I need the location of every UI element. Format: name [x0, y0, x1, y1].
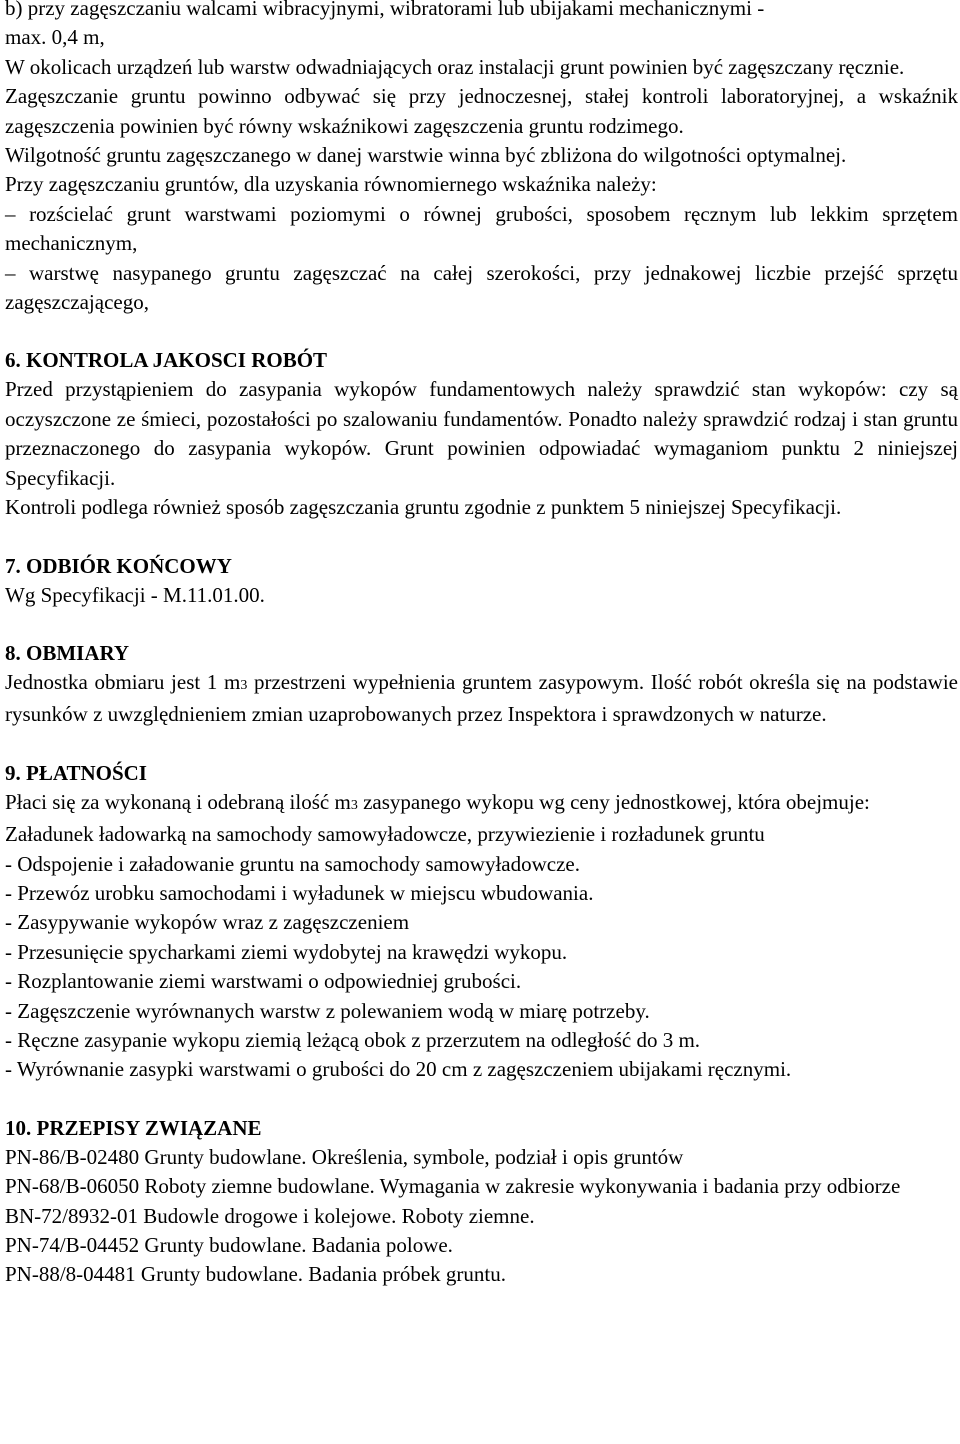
section-9-item: - Ręczne zasypanie wykopu ziemią leżącą obok z przerzutem na odległość do 3 m. [5, 1027, 701, 1052]
section-9-paragraph [5, 788, 958, 820]
section-8-heading: 8. OBMIARY [5, 640, 130, 665]
section-10-item: BN-72/8932-01 Budowle drogowe i kolejowe. Roboty ziemne. [5, 1203, 535, 1228]
intro-paragraph-4: Wilgotność gruntu zagęszczanego w danej warstwie winna być zbliżona do wilgotności optymalnej. [5, 143, 847, 168]
intro-paragraph-5: Przy zagęszczaniu gruntów, dla uzyskania równomiernego wskaźnika należy: [5, 172, 657, 197]
section-8-text-after: przestrzeni wypełnienia gruntem zasypowym. Ilość robót określa się na podstawie rysunków z uwzględnieniem zmian uzaprobowanych przez Inspektora i sprawdzonych w naturze. [5, 669, 958, 727]
section-7-paragraph: Wg Specyfikacji - M.11.01.00. [5, 582, 265, 607]
section-6-paragraph-1: Przed przystąpieniem do zasypania wykopów fundamentowych należy sprawdzić stan wykopów: czy są oczyszczone ze śmieci, pozostałości po szalowaniu fundamentów. Ponadto należy sprawdzić rodzaj i stan gruntu przeznaczonego do zasypania wykopów. Grunt powinien odpowiadać wymaganiom punktu 2 niniejszej Specyfikacji. [5, 377, 958, 490]
section-6-paragraph-2: Kontroli podlega również sposób zagęszczania gruntu zgodnie z punktem 5 niniejszej Specyfikacji. [5, 495, 842, 520]
section-9-item: - Wyrównanie zasypki warstwami o grubości do 20 cm z zagęszczeniem ubijakami ręcznymi. [5, 1057, 792, 1082]
section-10-item: PN-74/B-04452 Grunty budowlane. Badania polowe. [5, 1233, 453, 1257]
section-9-text-after: zasypanego wykopu wg ceny jednostkowej, która obejmuje: [357, 789, 870, 814]
section-10-item: PN-88/8-04481 Grunty budowlane. Badania próbek gruntu. [5, 1262, 506, 1287]
section-9-item: - Odspojenie i załadowanie gruntu na samochody samowyładowcze. [5, 851, 580, 876]
intro-bullet-2: – warstwę nasypanego gruntu zagęszczać na całej szerokości, przy jednakowej liczbie przejść sprzętu zagęszczającego, [5, 260, 958, 315]
intro-bullet-1: – rozścielać grunt warstwami poziomymi o równej grubości, sposobem ręcznym lub lekkim sprzętem mechanicznym, [5, 201, 958, 256]
intro-line-2: max. 0,4 m, [5, 25, 105, 50]
intro-paragraph-3: Zagęszczanie gruntu powinno odbywać się przy jednoczesnej, stałej kontroli laboratoryjnej, a wskaźnik zagęszczenia powinien być równy wskaźnikowi zagęszczenia gruntu rodzimego. [5, 84, 958, 138]
section-9-heading: 9. PŁATNOŚCI [5, 760, 147, 785]
section-9-item: - Przesunięcie spycharkami ziemi wydobytej na krawędzi wykopu. [5, 939, 568, 964]
section-8-paragraph [5, 668, 958, 730]
section-9-text-before: Płaci się za wykonaną i odebraną ilość m [5, 789, 351, 814]
section-9-item: - Rozplantowanie ziemi warstwami o odpowiedniej grubości. [5, 969, 522, 994]
section-8-text-before: Jednostka obmiaru jest 1 m [5, 669, 241, 694]
section-10-heading: 10. PRZEPISY ZWIĄZANE [5, 1115, 262, 1140]
intro-line-1: b) przy zagęszczaniu walcami wibracyjnymi, wibratorami lub ubijakami mechanicznymi - [5, 0, 765, 20]
section-6-heading: 6. KONTROLA JAKOSCI ROBÓT [5, 348, 328, 373]
section-9-unit-exponent: 3 [350, 797, 358, 813]
section-9-item: - Zagęszczenie wyrównanych warstw z polewaniem wodą w miarę potrzeby. [5, 998, 650, 1023]
section-10-item: PN-68/B-06050 Roboty ziemne budowlane. Wymagania w zakresie wykonywania i badania przy odbiorze [5, 1174, 901, 1199]
section-9-item: - Zasypywanie wykopów wraz z zagęszczeniem [5, 910, 410, 935]
intro-paragraph-2: W okolicach urządzeń lub warstw odwadniających oraz instalacji grunt powinien być zagęszczany ręcznie. [5, 54, 905, 79]
section-9-item: Załadunek ładowarką na samochody samowyładowcze, przywiezienie i rozładunek gruntu [5, 822, 765, 847]
section-8-unit-exponent: 3 [240, 677, 248, 693]
section-7-heading: 7. ODBIÓR KOŃCOWY [5, 553, 232, 578]
section-10-item: PN-86/B-02480 Grunty budowlane. Określenia, symbole, podział i opis gruntów [5, 1144, 684, 1169]
section-9-item: - Przewóz urobku samochodami i wyładunek w miejscu wbudowania. [5, 880, 594, 905]
